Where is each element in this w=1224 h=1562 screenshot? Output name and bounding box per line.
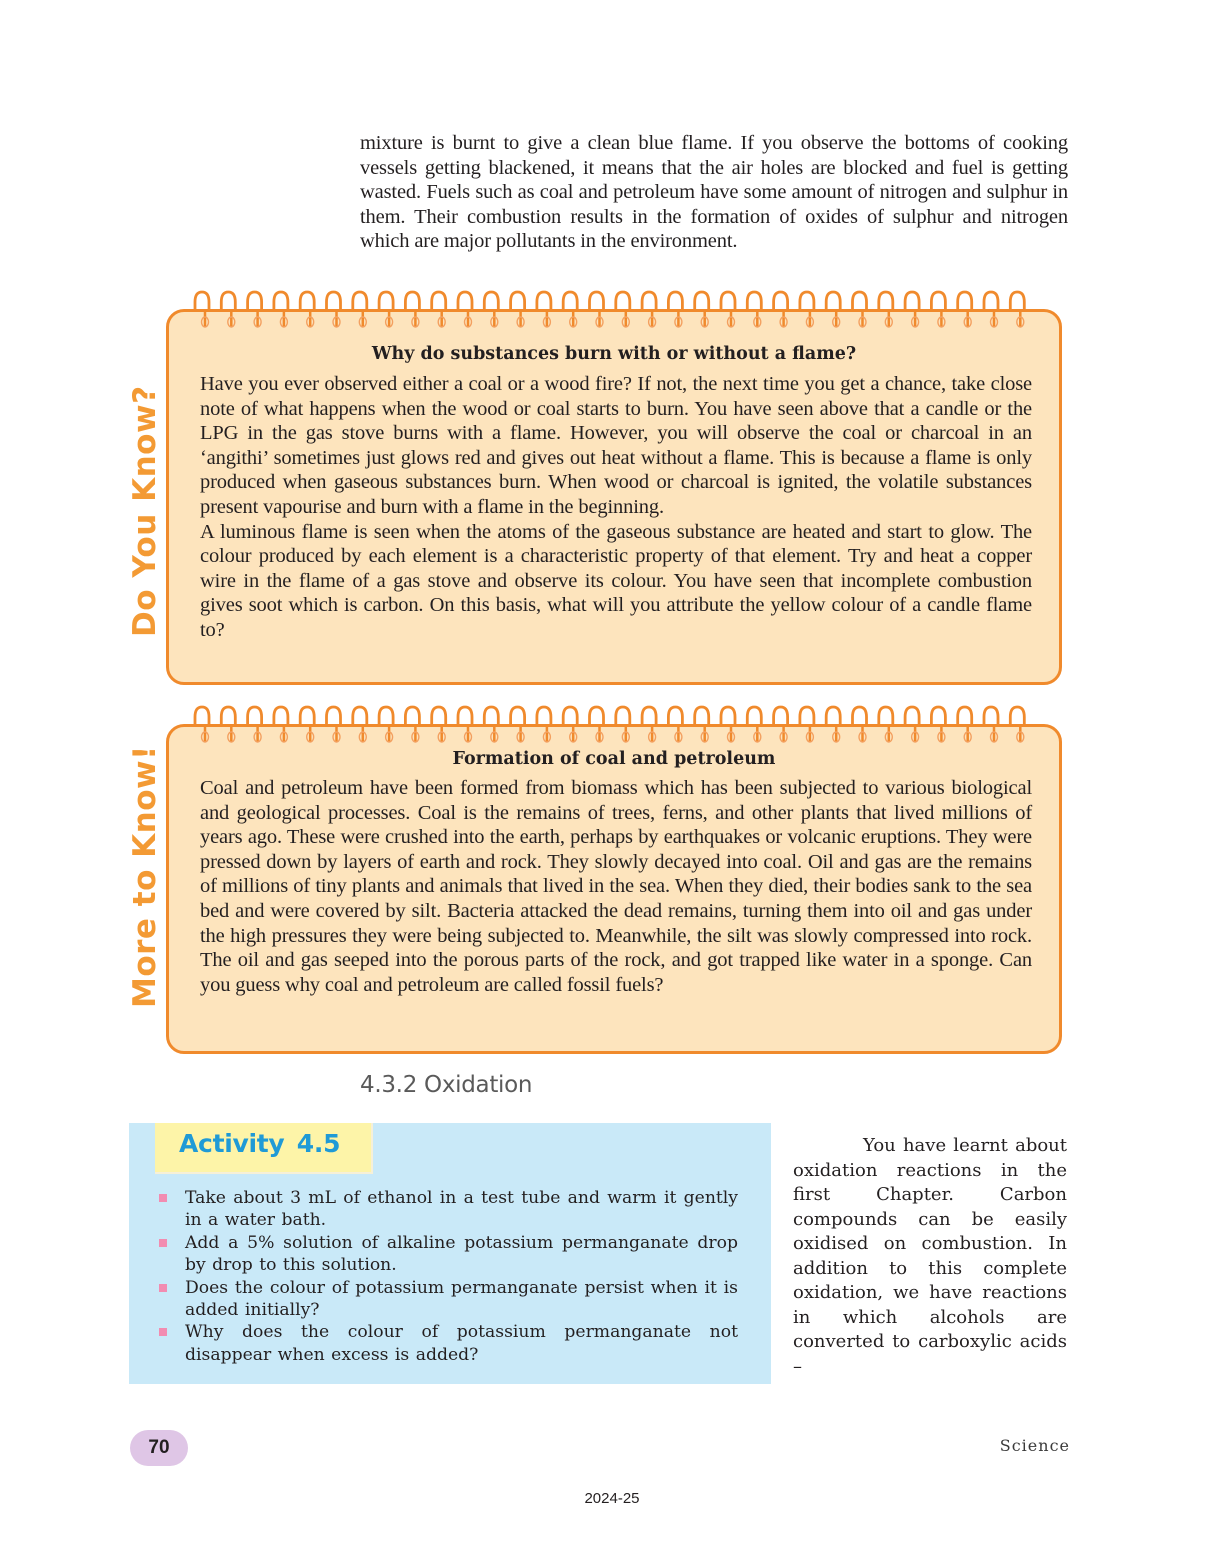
do-you-know-label: Do You Know? — [127, 385, 163, 637]
spiral-binding-icon — [190, 705, 1050, 750]
do-you-know-paragraph: Have you ever observed either a coal or a wood fire? If not, the next time you get a chance, take close note of what happens when the wood or coal starts to burn. You have seen above that a candle or the LPG in the gas stove burns with a flame. However, you will observe the coal or charcoal in an ‘angithi’ sometimes just glows red and gives out heat without a flame. This is because a flame is only produced when gaseous substances burn. When wood or charcoal is ignited, the volatile substances present vapourise and burn with a flame in the beginning. — [200, 373, 1032, 518]
page-number-badge: 70 — [130, 1430, 188, 1466]
activity-step — [129, 1321, 771, 1366]
more-to-know-body — [200, 776, 1032, 997]
square-bullet-icon — [159, 1194, 167, 1202]
activity-step — [129, 1232, 771, 1277]
more-to-know-box — [166, 724, 1062, 1054]
section-heading: 4.3.2 Oxidation — [360, 1072, 533, 1098]
activity-step-text: Add a 5% solution of alkaline potassium permanganate drop by drop to this solution. — [185, 1232, 738, 1276]
edition-year: 2024-25 — [584, 1490, 640, 1507]
activity-tag — [155, 1123, 373, 1174]
activity-step-text: Why does the colour of potassium permanganate not disappear when excess is added? — [185, 1322, 738, 1365]
activity-step — [129, 1187, 771, 1232]
square-bullet-icon — [159, 1284, 167, 1292]
activity-step-text: Does the colour of potassium permanganate persist when it is added initially? — [185, 1277, 738, 1321]
square-bullet-icon — [159, 1328, 167, 1336]
activity-title: Activity 4.5 — [179, 1129, 341, 1158]
more-to-know-title: Formation of coal and petroleum — [452, 749, 776, 769]
activity-step — [129, 1277, 771, 1322]
book-name: Science — [999, 1436, 1070, 1455]
activity-step-text: Take about 3 mL of ethanol in a test tube and warm it gently in a water bath. — [185, 1188, 738, 1231]
more-to-know-label: More to Know! — [127, 745, 163, 1008]
do-you-know-title: Why do substances burn with or without a flame? — [371, 344, 857, 364]
square-bullet-icon — [159, 1239, 167, 1247]
oxidation-text: You have learnt about oxidation reactions in the first Chapter. Carbon compounds can be easily oxidised on combustion. In addition to this complete oxidation, we have reactions in which alcohols are converted to carboxylic acids – — [793, 1135, 1067, 1377]
do-you-know-body — [200, 372, 1032, 643]
spiral-binding-icon — [190, 290, 1050, 335]
more-to-know-paragraph: Coal and petroleum have been formed from biomass which has been subjected to various biological and geological processes. Coal is the remains of trees, ferns, and other plants that lived millions of years ago. These were crushed into the earth, perhaps by earthquakes or volcanic eruptions. They were pressed down by layers of earth and rock. They slowly decayed into coal. Oil and gas are the remains of millions of tiny plants and animals that lived in the sea. When they died, their bodies sank to the sea bed and were covered by silt. Bacteria attacked the dead remains, turning them into oil and gas under the high pressures they were being subjected to. Meanwhile, the silt was slowly compressed into rock. The oil and gas seeped into the porous parts of the rock, and got trapped like water in a sponge. Can you guess why coal and petroleum are called fossil fuels? — [200, 777, 1032, 996]
activity-steps — [129, 1187, 771, 1366]
do-you-know-box — [166, 309, 1062, 685]
do-you-know-paragraph: A luminous flame is seen when the atoms of the gaseous substance are heated and start to glow. The colour produced by each element is a characteristic property of that element. Try and heat a copper wire in the flame of a gas stove and observe its colour. You have seen that incomplete combustion gives soot which is carbon. On this basis, what will you attribute the yellow colour of a candle flame to? — [200, 520, 1032, 641]
activity-box — [129, 1123, 771, 1384]
intro-paragraph: mixture is burnt to give a clean blue flame. If you observe the bottoms of cooking vessels getting blackened, it means that the air holes are blocked and fuel is getting wasted. Fuels such as coal and petroleum have some amount of nitrogen and sulphur in them. Their combustion results in the formation of oxides of sulphur and nitrogen which are major pollutants in the environment. — [360, 132, 1068, 253]
oxidation-paragraph — [793, 1134, 1067, 1379]
